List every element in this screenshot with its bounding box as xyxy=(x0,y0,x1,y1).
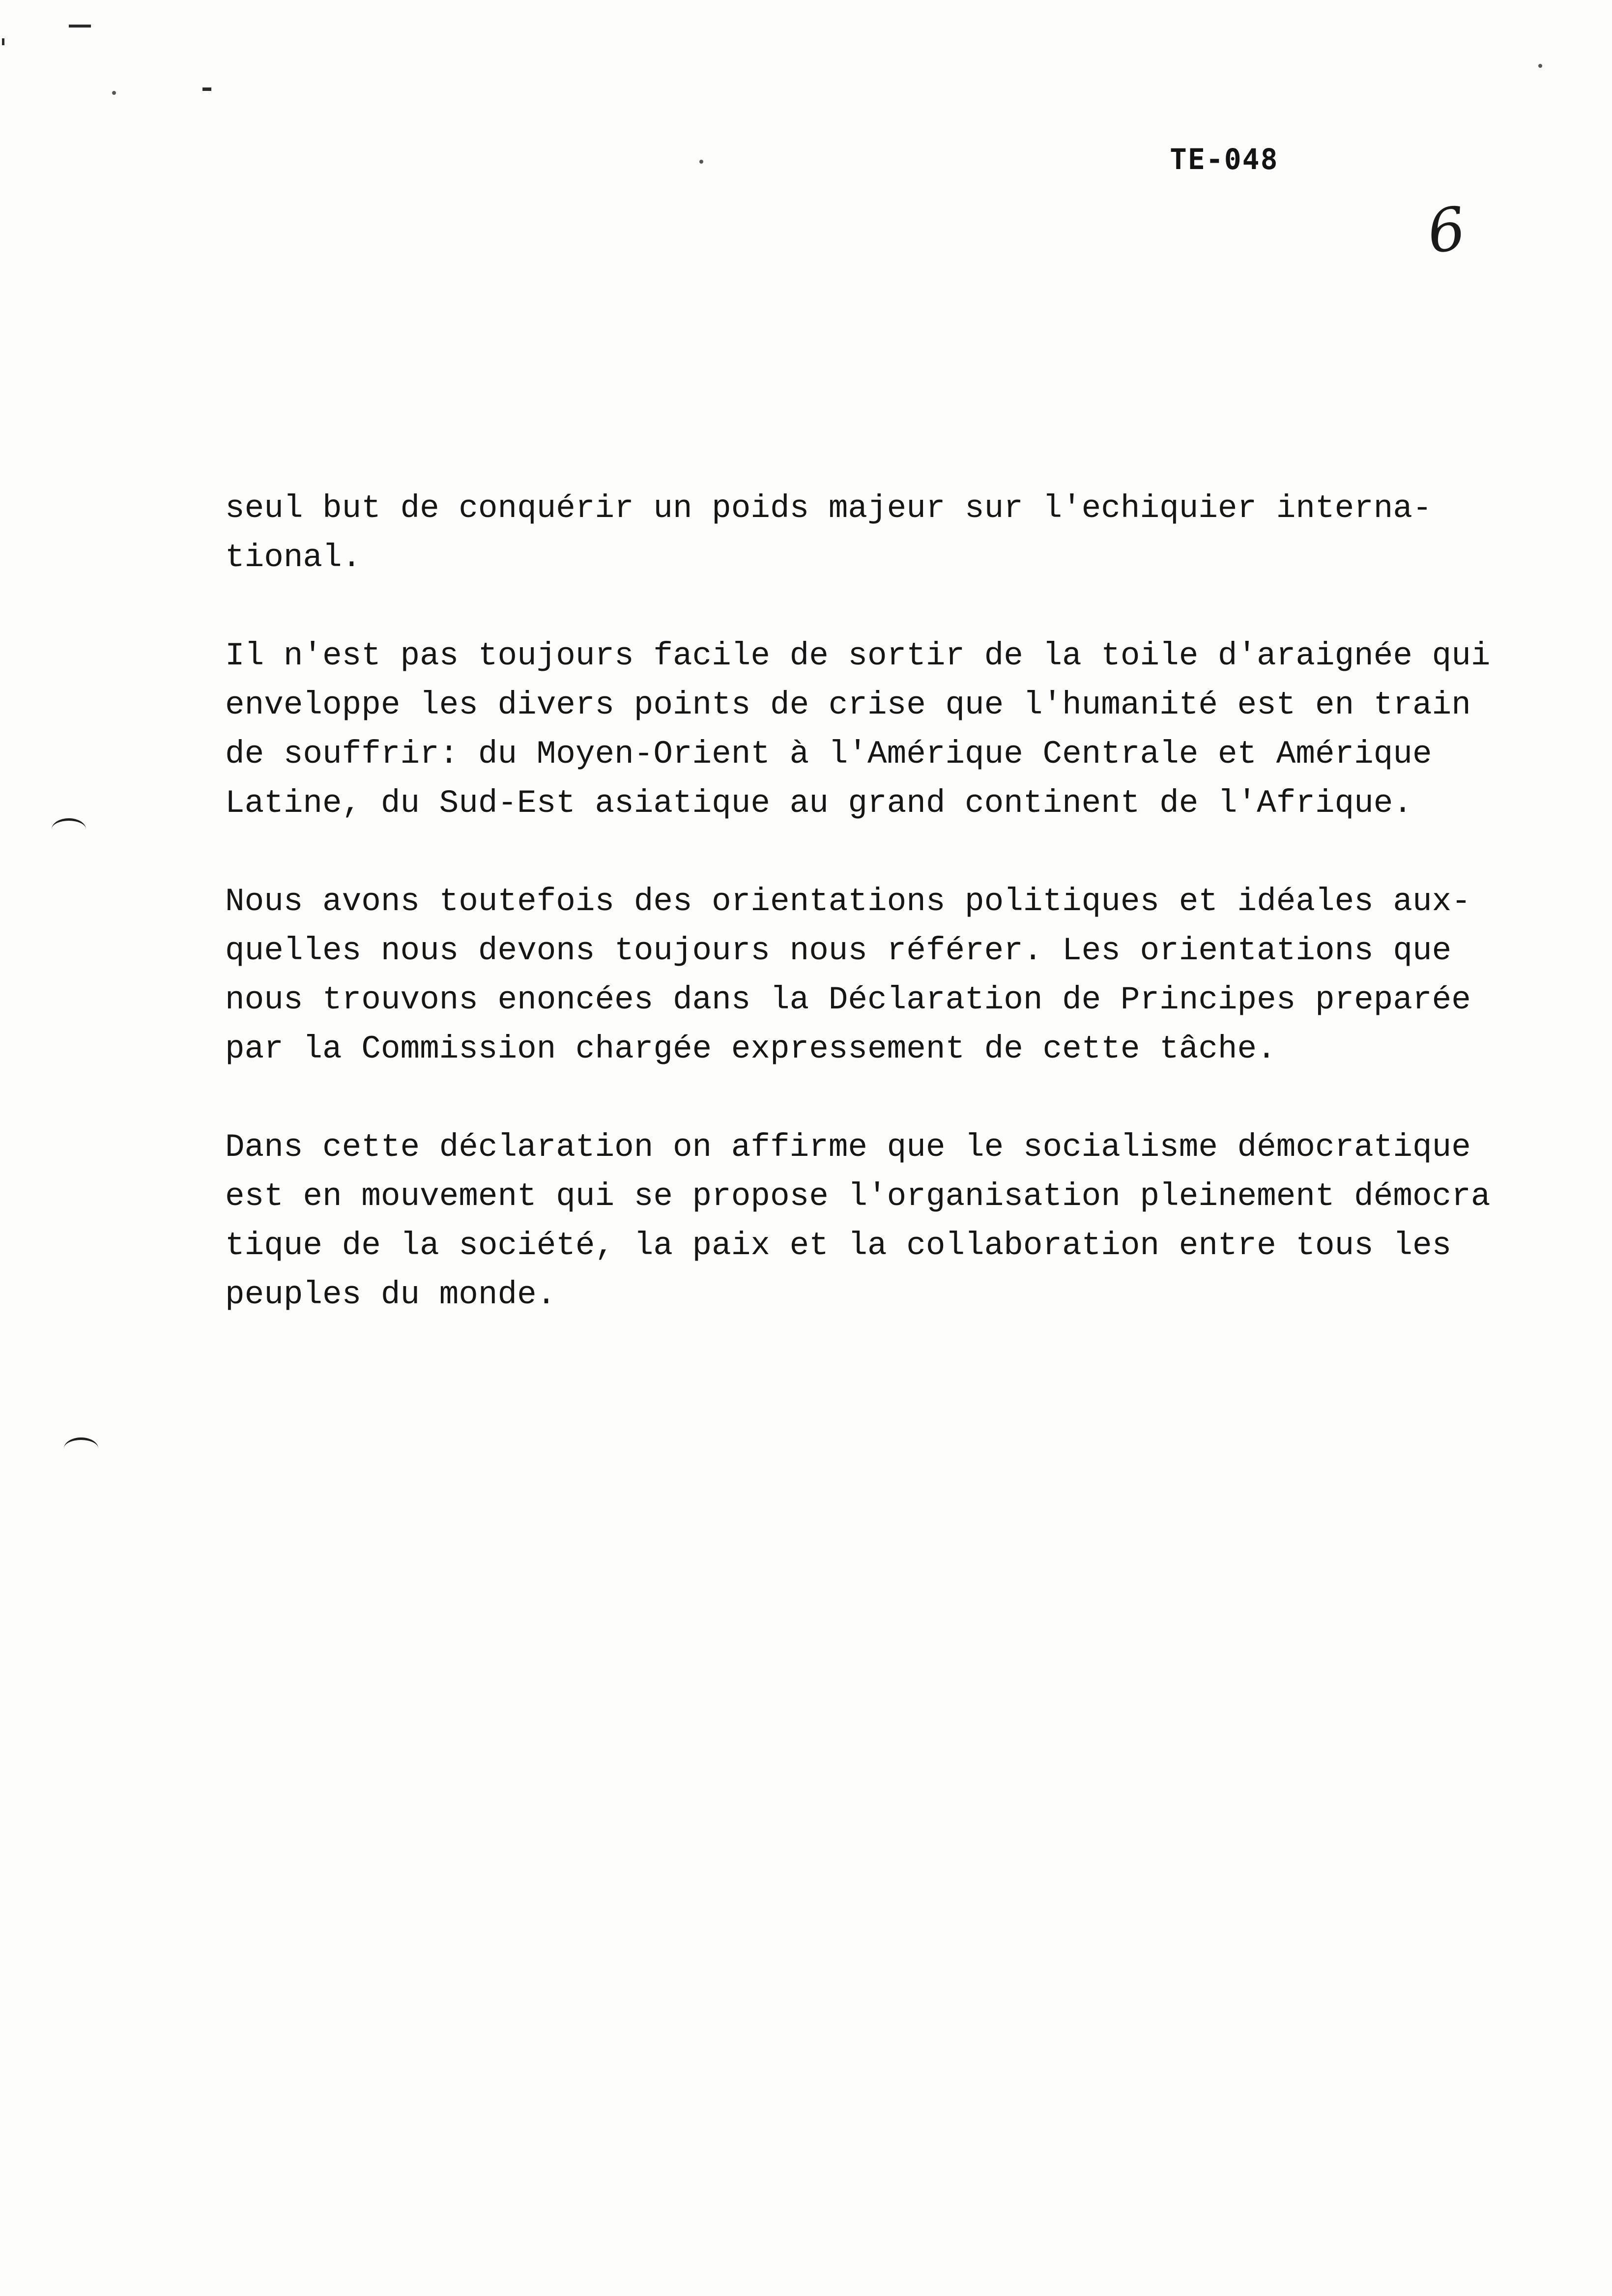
text-line: est en mouvement qui se propose l'organisation pleinement démocra xyxy=(225,1178,1491,1215)
paragraph xyxy=(225,631,1523,828)
text-line: seul but de conquérir un poids majeur sur l'echiquier interna- xyxy=(225,490,1432,527)
scan-speck xyxy=(112,91,116,95)
text-line: nous trouvons enoncées dans la Déclaration de Principes preparée xyxy=(225,981,1471,1018)
text-line: Il n'est pas toujours facile de sortir de la toile d'araignée qui xyxy=(225,637,1491,674)
binding-hole-mark xyxy=(52,818,86,840)
text-line: quelles nous devons toujours nous référer. Les orientations que xyxy=(225,932,1452,969)
binding-hole-mark xyxy=(64,1437,98,1460)
text-line: par la Commission chargée expressement de cette tâche. xyxy=(225,1031,1276,1067)
body-text xyxy=(225,484,1523,1369)
text-line: Nous avons toutefois des orientations politiques et idéales aux- xyxy=(225,883,1471,920)
text-line: Dans cette déclaration on affirme que le socialisme démocratique xyxy=(225,1129,1471,1166)
paragraph xyxy=(225,1123,1523,1320)
scan-mark xyxy=(69,25,91,28)
text-line: enveloppe les divers points de crise que l'humanité est en train xyxy=(225,687,1471,723)
text-line: de souffrir: du Moyen-Orient à l'Amérique Centrale et Amérique xyxy=(225,736,1432,773)
handwritten-page-number: 6 xyxy=(1423,194,1470,267)
scan-mark xyxy=(2,38,4,45)
text-line: peuples du monde. xyxy=(225,1276,556,1313)
document-code: TE-048 xyxy=(1170,143,1279,176)
scan-speck xyxy=(699,160,703,164)
paragraph xyxy=(225,877,1523,1074)
text-line: tique de la société, la paix et la collaboration entre tous les xyxy=(225,1227,1452,1264)
scan-mark xyxy=(202,87,211,91)
paragraph xyxy=(225,484,1523,582)
text-line: Latine, du Sud-Est asiatique au grand continent de l'Afrique. xyxy=(225,785,1412,822)
text-line: tional. xyxy=(225,539,362,576)
scan-speck xyxy=(1538,64,1542,68)
